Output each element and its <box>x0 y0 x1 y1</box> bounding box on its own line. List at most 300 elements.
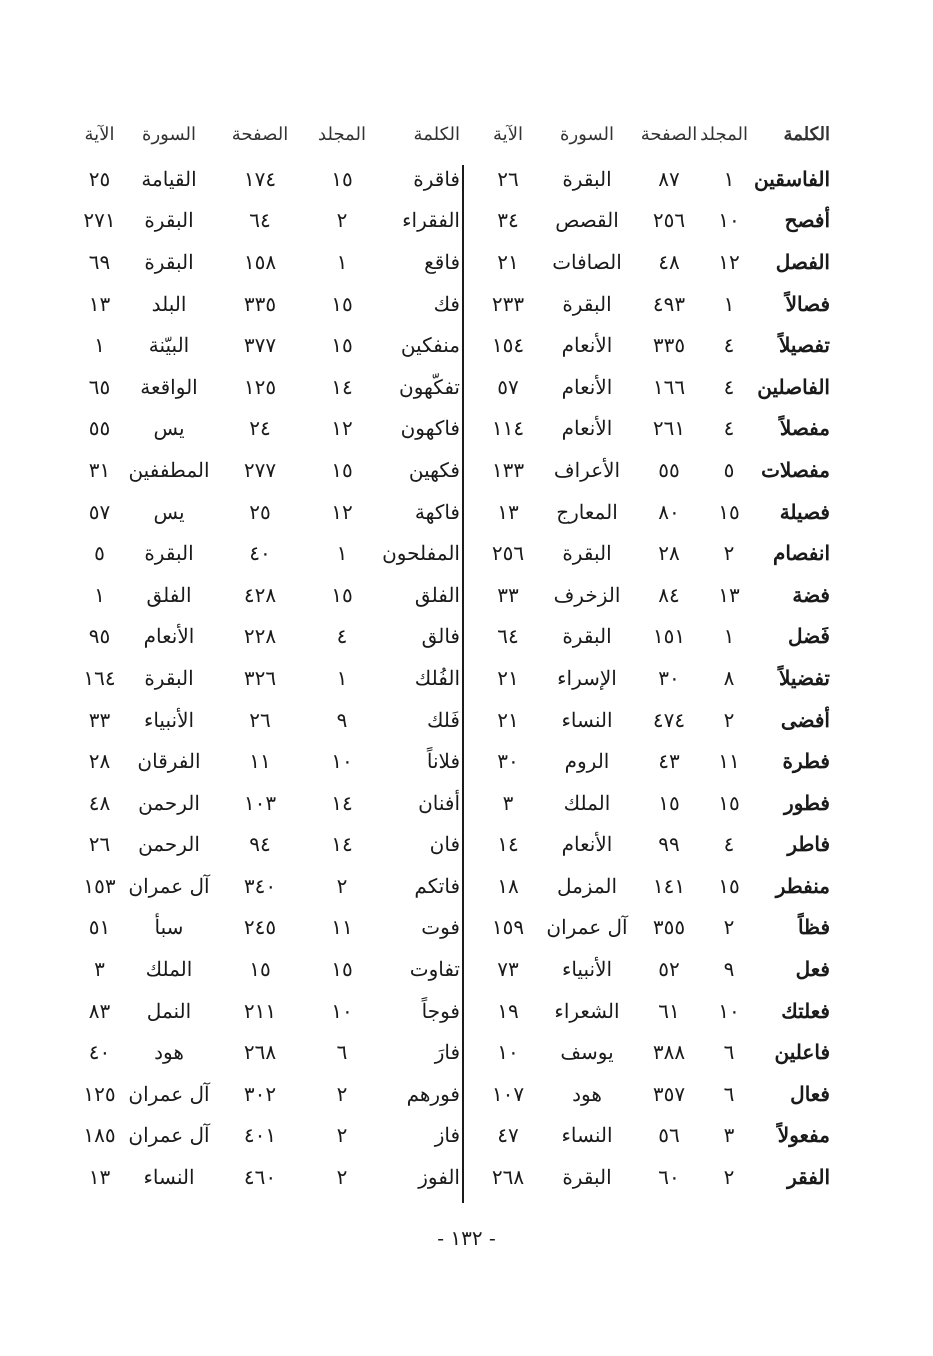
volume-cell: ٢ <box>336 1123 348 1148</box>
volume-cell: ٦ <box>723 1040 735 1065</box>
page-cell: ١٥٨ <box>243 249 277 274</box>
table-row <box>75 740 460 782</box>
table-row <box>75 865 460 907</box>
table-row <box>75 200 460 242</box>
verse-cell: ٢١ <box>497 665 519 690</box>
volume-cell: ١٠ <box>718 208 740 233</box>
volume-cell: ٤ <box>336 624 348 649</box>
page-cell: ٣٣٥ <box>652 333 686 358</box>
volume-cell: ٨ <box>723 665 735 690</box>
page-cell: ٤٧٤ <box>652 707 686 732</box>
page-cell: ٤٠ <box>249 541 271 566</box>
verse-cell: ٢٣٣ <box>491 291 525 316</box>
page-number: - ١٣٢ - <box>437 1226 496 1250</box>
page-cell: ٢٢٨ <box>243 624 277 649</box>
surah-cell: الملك <box>563 790 611 815</box>
volume-cell: ١٣ <box>718 582 740 607</box>
page-cell: ١٢٥ <box>243 374 277 399</box>
surah-cell: آل عمران <box>128 873 210 898</box>
surah-cell: المطففين <box>128 457 210 482</box>
surah-cell: الأعراف <box>553 457 621 482</box>
volume-cell: ١٥ <box>718 499 740 524</box>
volume-cell: ١٥ <box>718 873 740 898</box>
word-cell: فاتكم <box>414 873 460 898</box>
volume-cell: ١٢ <box>331 416 353 441</box>
table-row <box>75 1073 460 1115</box>
table-row <box>470 1115 830 1157</box>
verse-cell: ٥١ <box>88 915 111 940</box>
table-header <box>470 110 830 158</box>
page-cell: ٨٠ <box>658 499 680 524</box>
word-cell: فصيلة <box>779 499 830 524</box>
page-cell: ٢٨ <box>658 541 680 566</box>
header-page: الصفحة <box>231 123 289 145</box>
volume-cell: ١١ <box>718 749 740 774</box>
volume-cell: ٤ <box>723 374 735 399</box>
page-cell: ٢١١ <box>243 998 277 1023</box>
page-cell: ٢٤ <box>249 416 271 441</box>
page-cell: ١٤١ <box>652 873 686 898</box>
verse-cell: ٣٤ <box>497 208 519 233</box>
table-body <box>470 158 830 1198</box>
table-row <box>470 907 830 949</box>
verse-cell: ١٤ <box>497 832 519 857</box>
page-cell: ٣٢٦ <box>243 665 277 690</box>
page-cell: ٥٦ <box>658 1123 680 1148</box>
volume-cell: ٩ <box>723 957 735 982</box>
page-cell: ٢٥٦ <box>652 208 686 233</box>
verse-cell: ٣ <box>502 790 514 815</box>
verse-cell: ٢٥ <box>88 166 111 191</box>
word-cell: فضة <box>792 582 830 607</box>
volume-cell: ٢ <box>336 208 348 233</box>
table-row <box>470 200 830 242</box>
word-cell: منفطر <box>775 873 830 898</box>
word-cell: فوت <box>421 915 460 940</box>
word-cell: فاكهون <box>400 416 460 441</box>
surah-cell: سبأ <box>154 915 184 940</box>
word-cell: الفاسقين <box>754 166 830 191</box>
table-row <box>470 616 830 658</box>
header-word: الكلمة <box>413 123 460 145</box>
volume-cell: ٦ <box>723 1081 735 1106</box>
page-cell: ١٧٤ <box>243 166 277 191</box>
word-cell: المفلحون <box>382 541 460 566</box>
page-cell: ١٥ <box>249 957 271 982</box>
table-row <box>470 283 830 325</box>
word-cell: فعال <box>790 1081 830 1106</box>
verse-cell: ٣٣ <box>497 582 519 607</box>
word-cell: الفلق <box>414 582 460 607</box>
verse-cell: ٢٨ <box>88 749 111 774</box>
surah-cell: الفلق <box>146 582 192 607</box>
surah-cell: الأنعام <box>561 832 613 857</box>
volume-cell: ١ <box>336 249 348 274</box>
word-cell: فكهين <box>408 457 460 482</box>
header-page: الصفحة <box>640 123 698 145</box>
table-row <box>75 241 460 283</box>
surah-cell: البلد <box>151 291 187 316</box>
table-row <box>470 782 830 824</box>
table-row <box>75 158 460 200</box>
word-cell: انفصام <box>772 541 830 566</box>
word-cell: الفقراء <box>402 208 460 233</box>
table-row <box>75 1156 460 1198</box>
table-row <box>75 283 460 325</box>
page-cell: ٢٧٧ <box>243 457 277 482</box>
surah-cell: القيامة <box>141 166 197 191</box>
surah-cell: الشعراء <box>554 998 620 1023</box>
page-cell: ٦٠ <box>658 1165 680 1190</box>
table-row <box>75 366 460 408</box>
word-cell: الفُلك <box>414 665 460 690</box>
word-cell: فعلتك <box>781 998 830 1023</box>
surah-cell: الإسراء <box>557 665 617 690</box>
surah-cell: آل عمران <box>128 1123 210 1148</box>
volume-cell: ١ <box>723 166 735 191</box>
verse-cell: ٩٥ <box>88 624 111 649</box>
word-cell: فظاً <box>797 915 830 940</box>
verse-cell: ١٠ <box>497 1040 519 1065</box>
volume-cell: ١ <box>723 624 735 649</box>
verse-cell: ٣ <box>94 957 105 982</box>
verse-cell: ٤٨ <box>88 790 111 815</box>
word-cell: فاعلين <box>774 1040 830 1065</box>
verse-cell: ١٦٤ <box>83 665 116 690</box>
verse-cell: ٢٥٦ <box>491 541 525 566</box>
table-row <box>470 324 830 366</box>
page-cell: ١٥١ <box>652 624 686 649</box>
word-cell: فوجاً <box>421 998 460 1023</box>
volume-cell: ٢ <box>723 707 735 732</box>
surah-cell: الملك <box>145 957 193 982</box>
volume-cell: ١٤ <box>331 790 353 815</box>
verse-cell: ١٣ <box>88 1165 111 1190</box>
table-row <box>75 449 460 491</box>
word-cell: فاقع <box>424 249 460 274</box>
surah-cell: الأنعام <box>143 624 195 649</box>
table-body <box>75 158 460 1198</box>
verse-cell: ٥٧ <box>88 499 111 524</box>
verse-cell: ٦٥ <box>88 374 111 399</box>
table-row <box>75 699 460 741</box>
page-cell: ٨٧ <box>658 166 680 191</box>
table-row <box>75 782 460 824</box>
volume-cell: ١٤ <box>331 832 353 857</box>
table-row <box>470 699 830 741</box>
verse-cell: ٣١ <box>88 457 111 482</box>
surah-cell: هود <box>572 1081 602 1106</box>
header-word: الكلمة <box>783 123 830 145</box>
page-cell: ٢٦١ <box>652 416 686 441</box>
word-cell: فاقرة <box>413 166 460 191</box>
volume-cell: ٢ <box>336 1081 348 1106</box>
verse-cell: ٢١ <box>497 707 519 732</box>
verse-cell: ٢٦٨ <box>491 1165 525 1190</box>
volume-cell: ٢ <box>723 541 735 566</box>
verse-cell: ٥ <box>94 541 105 566</box>
verse-cell: ١٠٧ <box>491 1081 525 1106</box>
verse-cell: ٤٧ <box>497 1123 519 1148</box>
word-cell: مفصلات <box>761 457 830 482</box>
word-cell: فاز <box>434 1123 460 1148</box>
page-cell: ٣٥٧ <box>652 1081 686 1106</box>
surah-cell: يوسف <box>560 1040 614 1065</box>
volume-cell: ٢ <box>336 873 348 898</box>
verse-cell: ١٥٣ <box>83 873 116 898</box>
word-cell: فارَ <box>434 1040 460 1065</box>
volume-cell: ٢ <box>723 1165 735 1190</box>
volume-cell: ١ <box>336 665 348 690</box>
page-cell: ٩٤ <box>249 832 271 857</box>
volume-cell: ٦ <box>336 1040 348 1065</box>
verse-cell: ١٢٥ <box>83 1081 116 1106</box>
volume-cell: ٤ <box>723 416 735 441</box>
table-row <box>75 907 460 949</box>
table-row <box>470 491 830 533</box>
verse-cell: ٢٦ <box>497 166 519 191</box>
volume-cell: ٤ <box>723 333 735 358</box>
surah-cell: الأنعام <box>561 416 613 441</box>
volume-cell: ١٥ <box>331 457 353 482</box>
surah-cell: المعارج <box>556 499 618 524</box>
verse-cell: ٦٩ <box>88 249 111 274</box>
table-row <box>470 990 830 1032</box>
page-cell: ٦١ <box>658 998 680 1023</box>
page-cell: ١٦٦ <box>652 374 686 399</box>
surah-cell: الأنعام <box>561 374 613 399</box>
verse-cell: ١٨ <box>497 873 519 898</box>
word-cell: تفضيلاً <box>779 665 830 690</box>
page-cell: ٤٩٣ <box>652 291 686 316</box>
index-table-right <box>470 110 830 1208</box>
table-row <box>470 241 830 283</box>
surah-cell: البقرة <box>144 249 194 274</box>
verse-cell: ١٨٥ <box>83 1123 116 1148</box>
word-cell: مفعولاً <box>777 1123 830 1148</box>
table-row <box>75 408 460 450</box>
table-row <box>470 948 830 990</box>
word-cell: أفصح <box>784 208 830 233</box>
header-verse: الآية <box>493 123 523 145</box>
volume-cell: ٢ <box>336 1165 348 1190</box>
table-row <box>470 1031 830 1073</box>
table-row <box>470 1073 830 1115</box>
page-cell: ٣٠ <box>658 665 680 690</box>
volume-cell: ١٤ <box>331 374 353 399</box>
table-row <box>470 740 830 782</box>
surah-cell: الزخرف <box>553 582 621 607</box>
surah-cell: النساء <box>561 707 613 732</box>
word-cell: فان <box>429 832 460 857</box>
table-row <box>470 574 830 616</box>
surah-cell: البقرة <box>562 291 612 316</box>
volume-cell: ١٥ <box>331 166 353 191</box>
page-cell: ٤٠١ <box>243 1123 277 1148</box>
word-cell: فَلك <box>426 707 460 732</box>
table-row <box>75 1115 460 1157</box>
verse-cell: ٢٦ <box>88 832 111 857</box>
table-row <box>75 824 460 866</box>
table-row <box>75 616 460 658</box>
page-cell: ١٥ <box>658 790 680 815</box>
verse-cell: ١٩ <box>497 998 519 1023</box>
surah-cell: الرحمن <box>138 790 200 815</box>
page-cell: ١٠٣ <box>243 790 277 815</box>
table-header <box>75 110 460 158</box>
verse-cell: ١٣ <box>88 291 111 316</box>
volume-cell: ٥ <box>723 457 735 482</box>
surah-cell: البقرة <box>144 541 194 566</box>
header-volume: المجلد <box>700 123 748 145</box>
verse-cell: ٥٥ <box>88 416 111 441</box>
word-cell: الفوز <box>418 1165 460 1190</box>
surah-cell: يس <box>153 416 185 441</box>
word-cell: فَضل <box>787 624 830 649</box>
surah-cell: البقرة <box>562 166 612 191</box>
word-cell: الفاصلين <box>757 374 830 399</box>
surah-cell: آل عمران <box>546 915 628 940</box>
volume-cell: ٤ <box>723 832 735 857</box>
surah-cell: المزمل <box>556 873 618 898</box>
verse-cell: ٤٠ <box>88 1040 111 1065</box>
table-row <box>75 657 460 699</box>
header-verse: الآية <box>84 123 115 145</box>
word-cell: فصالاً <box>785 291 830 316</box>
volume-cell: ١١ <box>331 915 353 940</box>
header-volume: المجلد <box>318 123 366 145</box>
surah-cell: الروم <box>564 749 610 774</box>
surah-cell: الواقعة <box>140 374 198 399</box>
page-cell: ٤٢٨ <box>243 582 277 607</box>
word-cell: الفصل <box>775 249 830 274</box>
volume-cell: ١٥ <box>331 957 353 982</box>
volume-cell: ١٥ <box>331 291 353 316</box>
word-cell: مفصلاً <box>779 416 830 441</box>
volume-cell: ١٢ <box>718 249 740 274</box>
table-row <box>470 657 830 699</box>
surah-cell: الأنبياء <box>143 707 195 732</box>
word-cell: فعل <box>795 957 830 982</box>
page-cell: ٤٨ <box>658 249 680 274</box>
word-cell: تفكّهون <box>399 374 460 399</box>
page-cell: ٢٥ <box>249 499 271 524</box>
surah-cell: البقرة <box>562 624 612 649</box>
table-row <box>470 449 830 491</box>
page-cell: ٦٤ <box>249 208 271 233</box>
surah-cell: الأنعام <box>561 333 613 358</box>
table-row <box>75 324 460 366</box>
word-cell: منفكين <box>400 333 460 358</box>
surah-cell: الفرقان <box>137 749 201 774</box>
volume-cell: ١٢ <box>331 499 353 524</box>
verse-cell: ٨٣ <box>88 998 111 1023</box>
surah-cell: البقرة <box>144 665 194 690</box>
verse-cell: ٣٣ <box>88 707 111 732</box>
table-row <box>75 990 460 1032</box>
word-cell: فلاناً <box>426 749 460 774</box>
verse-cell: ٣٠ <box>497 749 519 774</box>
surah-cell: البيّنة <box>148 333 190 358</box>
verse-cell: ١١٤ <box>491 416 525 441</box>
header-surah: السورة <box>560 123 614 145</box>
volume-cell: ٢ <box>723 915 735 940</box>
page-cell: ٤٣ <box>658 749 680 774</box>
word-cell: تفصيلاً <box>779 333 830 358</box>
verse-cell: ٥٧ <box>497 374 519 399</box>
table-row <box>470 408 830 450</box>
volume-cell: ١ <box>336 541 348 566</box>
page-cell: ٢٤٥ <box>243 915 277 940</box>
volume-cell: ١ <box>723 291 735 316</box>
word-cell: فطور <box>784 790 830 815</box>
word-cell: فطرة <box>782 749 830 774</box>
volume-cell: ٣ <box>723 1123 735 1148</box>
volume-cell: ١٠ <box>331 998 353 1023</box>
word-cell: فاكهة <box>414 499 460 524</box>
table-row <box>75 532 460 574</box>
verse-cell: ٢١ <box>497 249 519 274</box>
volume-cell: ٩ <box>336 707 348 732</box>
word-cell: تفاوت <box>409 957 460 982</box>
table-row <box>470 824 830 866</box>
table-row <box>75 491 460 533</box>
word-cell: فورهم <box>406 1081 460 1106</box>
header-surah: السورة <box>142 123 196 145</box>
word-cell: أفنان <box>418 790 460 815</box>
page-cell: ٤٦٠ <box>243 1165 277 1190</box>
volume-cell: ١٥ <box>331 333 353 358</box>
verse-cell: ١٥٩ <box>491 915 525 940</box>
page-cell: ٥٥ <box>658 457 680 482</box>
surah-cell: القصص <box>555 208 619 233</box>
page-cell: ٢٦٨ <box>243 1040 277 1065</box>
surah-cell: الرحمن <box>138 832 200 857</box>
surah-cell: يس <box>153 499 185 524</box>
page-cell: ٣٤٠ <box>243 873 277 898</box>
volume-cell: ١٠ <box>718 998 740 1023</box>
surah-cell: الصافات <box>552 249 622 274</box>
surah-cell: الأنبياء <box>561 957 613 982</box>
verse-cell: ١٥٤ <box>491 333 525 358</box>
verse-cell: ٧٣ <box>497 957 519 982</box>
surah-cell: النساء <box>561 1123 613 1148</box>
verse-cell: ١ <box>94 582 105 607</box>
verse-cell: ٦٤ <box>497 624 519 649</box>
index-table-left <box>75 110 460 1208</box>
volume-cell: ١٥ <box>718 790 740 815</box>
table-row <box>75 948 460 990</box>
page-cell: ٣٥٥ <box>652 915 686 940</box>
page-cell: ٣٧٧ <box>243 333 277 358</box>
page-cell: ٢٦ <box>249 707 271 732</box>
table-row <box>470 532 830 574</box>
word-cell: فك <box>433 291 460 316</box>
page-cell: ٣٠٢ <box>243 1081 277 1106</box>
volume-cell: ١٠ <box>331 749 353 774</box>
surah-cell: هود <box>154 1040 184 1065</box>
page-cell: ٣٣٥ <box>243 291 277 316</box>
page-cell: ١١ <box>249 749 271 774</box>
page-cell: ٥٢ <box>658 957 680 982</box>
page-cell: ٨٤ <box>658 582 680 607</box>
word-cell: أفضى <box>780 707 830 732</box>
page-cell: ٩٩ <box>658 832 680 857</box>
column-divider <box>462 165 464 1203</box>
table-row <box>75 1031 460 1073</box>
table-row <box>75 574 460 616</box>
surah-cell: آل عمران <box>128 1081 210 1106</box>
